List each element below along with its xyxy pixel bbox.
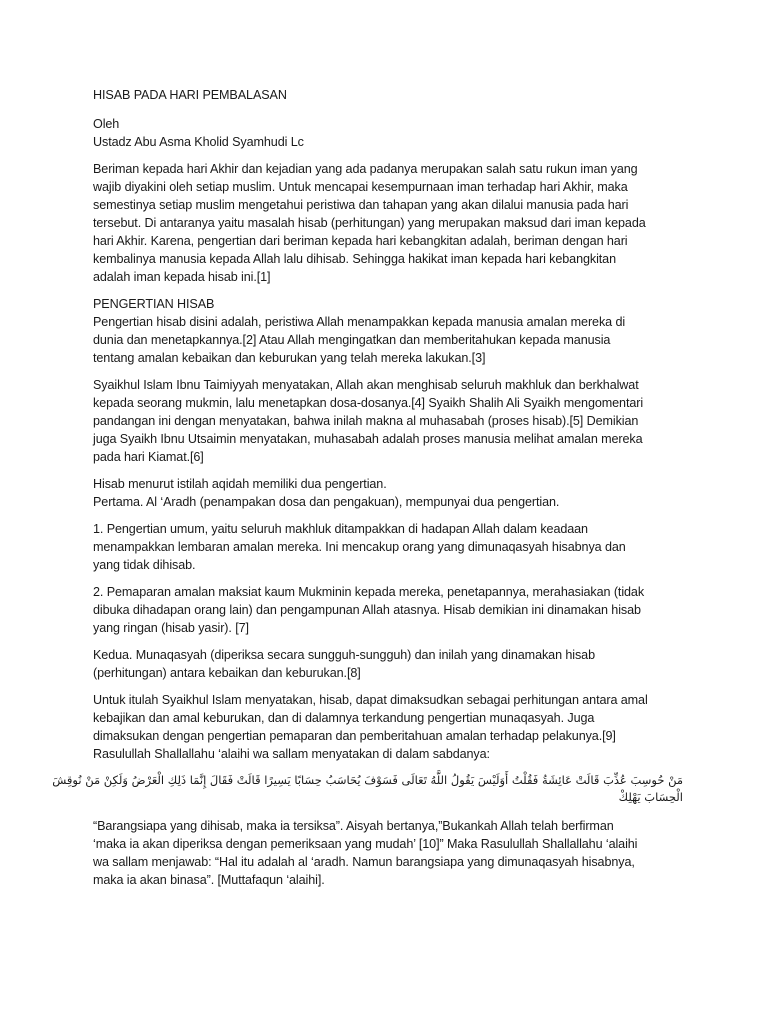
text-line: kebajikan dan amal keburukan, dan di dalamnya terkandung pengertian munaqasyah. Juga	[93, 711, 595, 725]
text-line: ‘maka ia akan diperiksa dengan pemeriksaan yang mudah’ [10]” Maka Rasulullah Shallallahu ‘alaihi	[93, 837, 638, 851]
text-line: pandangan ini dengan menyatakan, bahwa inilah makna al muhasabah (proses hisab).[5] Demikian	[93, 414, 639, 428]
text-line: Syaikhul Islam Ibnu Taimiyyah menyatakan, Allah akan menghisab seluruh makhluk dan berkhalwat	[93, 378, 639, 392]
text-line: hari Akhir. Karena, pengertian dari beriman kepada hari kebangkitan adalah, beriman dengan hari	[93, 234, 628, 248]
text-line: wajib diyakini oleh setiap muslim. Untuk mencapai kesempurnaan iman terhadap hari Akhir, maka	[93, 180, 628, 194]
title-text: HISAB PADA HARI PEMBALASAN	[93, 88, 287, 102]
text-line: “Barangsiapa yang dihisab, maka ia tersiksa”. Aisyah bertanya,”Bukankah Allah telah berfirman	[93, 819, 614, 833]
text-line: 1. Pengertian umum, yaitu seluruh makhluk ditampakkan di hadapan Allah dalam keadaan	[93, 522, 588, 536]
text-line: maka ia akan binasa”. [Muttafaqun ‘alaihi].	[93, 873, 325, 887]
paragraph-taimiyyah	[93, 376, 683, 466]
text-line: yang tidak dihisab.	[93, 558, 196, 572]
document-title	[93, 86, 683, 104]
paragraph-hadith-translation	[93, 817, 683, 889]
document-page	[52, 86, 683, 898]
paragraph-point-2	[93, 583, 683, 637]
text-line: Untuk itulah Syaikhul Islam menyatakan, hisab, dapat dimaksudkan sebagai perhitungan antara amal	[93, 693, 648, 707]
paragraph-untuk-itulah	[93, 691, 683, 763]
arabic-hadith	[52, 772, 683, 806]
text-line: Rasulullah Shallallahu ‘alaihi wa sallam menyatakan di dalam sabdanya:	[93, 747, 490, 761]
byline-oleh: Oleh	[93, 117, 120, 131]
byline	[93, 115, 683, 151]
text-line: dibuka dihadapan orang lain) dan pengampunan Allah atasnya. Hisab demikian ini dinamakan hisab	[93, 603, 641, 617]
text-line: Beriman kepada hari Akhir dan kejadian yang ada padanya merupakan salah satu rukun iman yang	[93, 162, 638, 176]
paragraph-point-1	[93, 520, 683, 574]
text-line: Pengertian hisab disini adalah, peristiwa Allah menampakkan kepada manusia amalan mereka di	[93, 315, 626, 329]
text-line: dimaksukan dengan pengertian pemaparan dan pemberitahuan amalan terhadap pelakunya.[9]	[93, 729, 616, 743]
text-line: tentang amalan kebaikan dan keburukan yang telah mereka lakukan.[3]	[93, 351, 486, 365]
text-line: Kedua. Munaqasyah (diperiksa secara sungguh-sungguh) dan inilah yang dinamakan hisab	[93, 648, 595, 662]
paragraph-kedua	[93, 646, 683, 682]
text-line: semestinya setiap muslim mengetahui peristiwa dan tahapan yang akan dilalui manusia pada hari	[93, 198, 629, 212]
arabic-line: الْحِسَابَ يَهْلِكْ	[618, 790, 683, 804]
text-line: (perhitungan) antara kebaikan dan keburukan.[8]	[93, 666, 361, 680]
text-line: wa sallam menjawab: “Hal itu adalah al ‘aradh. Namun barangsiapa yang dimunaqasyah hisabnya,	[93, 855, 635, 869]
text-line: 2. Pemaparan amalan maksiat kaum Mukminin kepada mereka, penetapannya, merahasiakan (tidak	[93, 585, 645, 599]
section-heading: PENGERTIAN HISAB	[93, 297, 215, 311]
text-line: menampakkan lembaran amalan mereka. Ini mencakup orang yang dimunaqasyah hisabnya dan	[93, 540, 626, 554]
section-pengertian-hisab	[93, 295, 683, 367]
text-line: kembalinya manusia kepada Allah lalu dihisab. Sehingga hakikat iman kepada hari kebangkitan	[93, 252, 616, 266]
paragraph-intro	[93, 160, 683, 286]
byline-author: Ustadz Abu Asma Kholid Syamhudi Lc	[93, 135, 304, 149]
text-line: dunia dan menetapkannya.[2] Atau Allah mengingatkan dan memberitahukan kepada manusia	[93, 333, 611, 347]
paragraph-istilah	[93, 475, 683, 511]
arabic-line: مَنْ حُوسِبَ عُذِّبَ قَالَتْ عَائِشَةُ فَقُلْتُ أَوَلَيْسَ يَقُولُ اللَّهُ تَعَالَى فَسَوْفَ يُحَاسَبُ حِسَابًا يَسِيرًا قَالَتْ فَقَالَ إِنَّمَا ذَلِكِ الْعَرْضُ وَلَكِنْ مَنْ نُوقِشَ	[52, 773, 683, 787]
text-line: pada hari Kiamat.[6]	[93, 450, 204, 464]
text-line: Hisab menurut istilah aqidah memiliki dua pengertian.	[93, 477, 387, 491]
text-line: yang ringan (hisab yasir). [7]	[93, 621, 249, 635]
text-line: tersebut. Di antaranya yaitu masalah hisab (perhitungan) yang merupakan maksud dari iman kepada	[93, 216, 646, 230]
text-line: kepada seorang mukmin, lalu menetapkan dosa-dosanya.[4] Syaikh Shalih Ali Syaikh mengomentari	[93, 396, 644, 410]
text-line: Pertama. Al ‘Aradh (penampakan dosa dan pengakuan), mempunyai dua pengertian.	[93, 495, 560, 509]
text-line: juga Syaikh Ibnu Utsaimin menyatakan, muhasabah adalah proses manusia melihat amalan mereka	[93, 432, 643, 446]
text-line: adalah iman kepada hisab ini.[1]	[93, 270, 271, 284]
